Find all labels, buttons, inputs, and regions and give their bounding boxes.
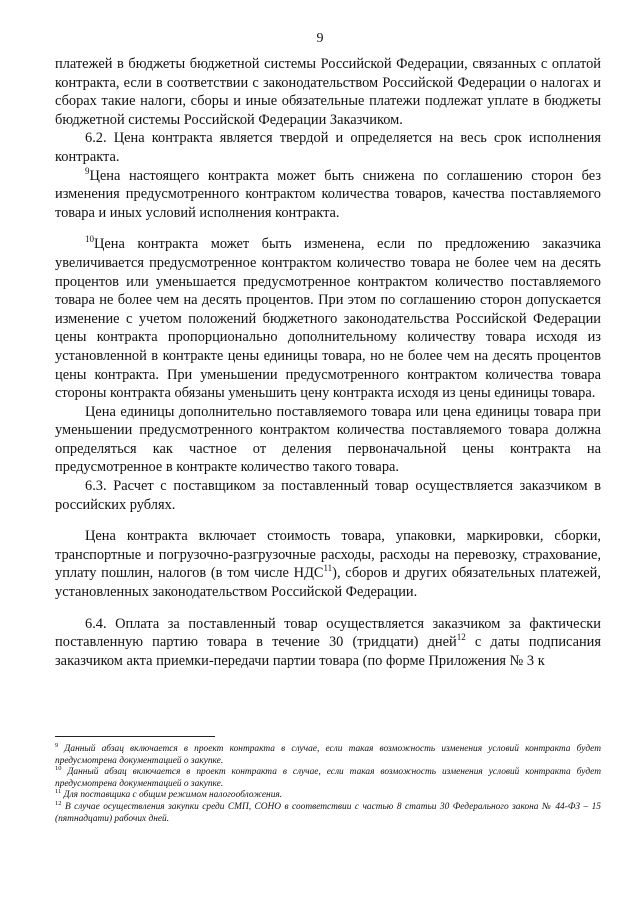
footnote-ref: 9 — [85, 165, 90, 176]
footnote-mark: 12 — [55, 799, 62, 807]
paragraph-text: 6.4. Оплата за поставленный товар осуществляется заказчиком за фактически поставленную партию товара в течение 30 (тридцати) дней — [55, 615, 601, 651]
paragraph-text: Цена настоящего контракта может быть снижена по соглашению сторон без изменения предусмотренного контрактом количества товаров, качества поставляемого товара и иных условий исполнения контракта. — [55, 167, 601, 221]
footnote-9 — [55, 741, 601, 767]
footnotes — [55, 741, 601, 825]
footnote-ref: 11 — [323, 563, 333, 574]
footnote-mark: 9 — [55, 741, 59, 749]
paragraph-6-3 — [55, 477, 601, 514]
paragraph-continuation — [55, 55, 601, 129]
footnote-text: В случае осуществления закупки среди СМП, СОНО в соответствии с частью 8 статьи 30 Федерального закона № 44-ФЗ – 15 (пятнадцати) рабочих дней. — [55, 801, 601, 824]
footnote-mark: 11 — [55, 788, 62, 796]
paragraph-unit-price — [55, 403, 601, 477]
paragraph-text: 6.2. Цена контракта является твердой и определяется на весь срок исполнения контракта. — [55, 130, 601, 165]
page-number: 9 — [316, 31, 324, 46]
document-body — [55, 55, 601, 670]
footnote-ref: 10 — [85, 234, 94, 245]
footnote-11 — [55, 790, 601, 802]
paragraph-6-2 — [55, 129, 601, 166]
paragraph-text: Цена единицы дополнительно поставляемого товара или цена единицы товара при уменьшении предусмотренного контрактом количества поставляемого товара должна определяться как частное от деления первоначальной цены контракта на предусмотренное в контракте количество такого товара. — [55, 403, 601, 476]
paragraph-text: Цена контракта включает стоимость товара, упаковки, маркировки, сборки, транспортные и погрузочно-разгрузочные расходы, расходы на перевозку, страхование, уплату пошлин, налогов (в том числе НДС — [55, 528, 601, 582]
footnote-text: Данный абзац включается в проект контракта в случае, если такая возможность изменения условий контракта будет предусмотрена документацией о закупке. — [55, 767, 601, 789]
paragraph-6-4 — [55, 615, 601, 671]
footnote-mark: 10 — [55, 765, 62, 773]
footnote-text: Данный абзац включается в проект контракта в случае, если такая возможность изменения условий контракта будет предусмотрена документацией о закупке. — [55, 744, 601, 766]
footnote-10 — [55, 767, 601, 790]
paragraph-text: платежей в бюджеты бюджетной системы Российской Федерации, связанных с оплатой контракта, если в соответствии с законодательством Российской Федерации о налогах и сборах такие налоги, сборы и иные обязательные платежи подлежат уплате в бюджеты бюджетной системы Российской Федерации Заказчиком. — [55, 56, 601, 128]
footnote-separator — [55, 736, 215, 737]
footnote-text: Для поставщика с общим режимом налогообложения. — [61, 790, 283, 801]
paragraph-text: Цена контракта может быть изменена, если по предложению заказчика увеличивается предусмотренное контрактом количество товара не более чем на десять процентов или уменьшается предусмотренное контрактом количество поставляемого товара не более чем на десять процентов. При этом по соглашению сторон допускается изменение с учетом положений бюджетного законодательства Российской Федерации цены контракта пропорционально дополнительному количеству товара исходя из установленной в контракте цены единицы товара, но не более чем на десять процентов цены контракта. При уменьшении предусмотренного контрактом количества товара стороны контракта обязаны уменьшить цену контракта исходя из цены единицы товара. — [55, 236, 601, 402]
paragraph-price-includes — [55, 527, 601, 601]
footnote-ref: 12 — [456, 632, 466, 643]
paragraph-price-change — [55, 235, 601, 402]
paragraph-text: 6.3. Расчет с поставщиком за поставленный товар осуществляется заказчиком в российских рублях. — [55, 478, 601, 513]
footnote-12 — [55, 799, 601, 825]
paragraph-text: с даты подписания заказчиком акта приемки-передачи партии товара (по форме Приложения № 3 к — [55, 634, 602, 669]
paragraph-price-reduction — [55, 167, 601, 223]
paragraph-text: ), сборов и других обязательных платежей, установленных законодательством Российской Федерации. — [55, 565, 601, 601]
